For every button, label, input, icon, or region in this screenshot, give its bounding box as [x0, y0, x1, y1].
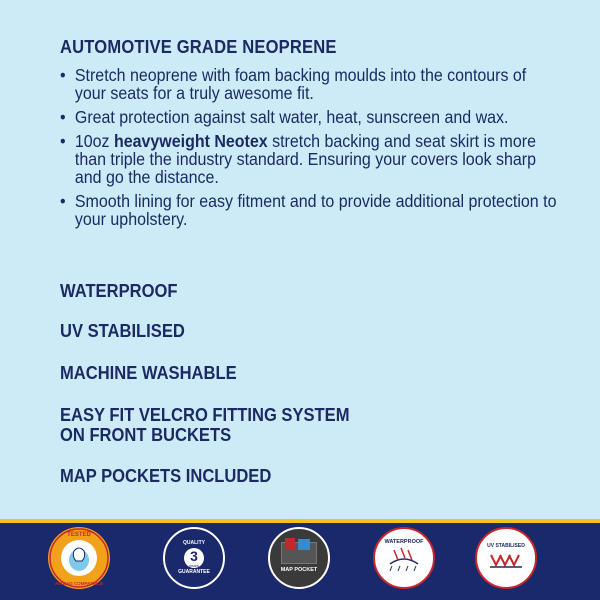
airbag-icon [48, 527, 110, 589]
feature-machine-washable: MACHINE WASHABLE [60, 363, 237, 383]
feature-uv-stabilised: UV STABILISED [60, 321, 185, 341]
uv-stabilised-badge [475, 527, 537, 589]
map-pocket-label: MAP POCKET [280, 567, 318, 573]
svg-text:TESTED: TESTED [67, 532, 91, 538]
bar-stripe [0, 519, 600, 523]
section-heading: AUTOMOTIVE GRADE NEOPRENE [60, 37, 337, 57]
bullet-item: • Smooth lining for easy fitment and to provide additional protection to your upholstery. [60, 192, 558, 228]
feature-map-pockets: MAP POCKETS INCLUDED [60, 466, 272, 486]
guarantee-label: GUARANTEE [178, 569, 210, 575]
airbag-compatible-badge [48, 527, 110, 589]
bullet-item: • Great protection against salt water, heat, sunscreen and wax. [60, 108, 558, 126]
years-number-circle: 3 years [184, 548, 204, 568]
bold-text: heavyweight Neotex [113, 131, 268, 151]
quality-label: QUALITY [183, 540, 205, 546]
waterproof-label: WATERPROOF [384, 539, 424, 545]
feature-easy-fit: EASY FIT VELCRO FITTING SYSTEM ON FRONT BUCKETS [60, 405, 350, 445]
map-pocket-icon [281, 542, 317, 564]
bullet-item: • 10oz heavyweight Neotex stretch backing and seat skirt is more than triple the industry standard. Ensuring your covers look sharp and go the distance. [60, 132, 558, 186]
quality-guarantee-badge [163, 527, 225, 589]
water-drops-icon [386, 546, 422, 572]
map-pocket-badge [268, 527, 330, 589]
uv-label: UV STABILISED [487, 542, 525, 549]
feature-bullet-list [60, 65, 557, 229]
main-content [60, 36, 557, 234]
bullet-item: • Stretch neoprene with foam backing moulds into the contours of your seats for a truly awesome fit. [60, 66, 558, 102]
svg-text:AIRBAG COMPATIBLE: AIRBAG COMPATIBLE [54, 581, 104, 586]
waterproof-badge [373, 527, 435, 589]
uv-rays-icon [488, 549, 524, 569]
feature-waterproof: WATERPROOF [60, 281, 178, 301]
